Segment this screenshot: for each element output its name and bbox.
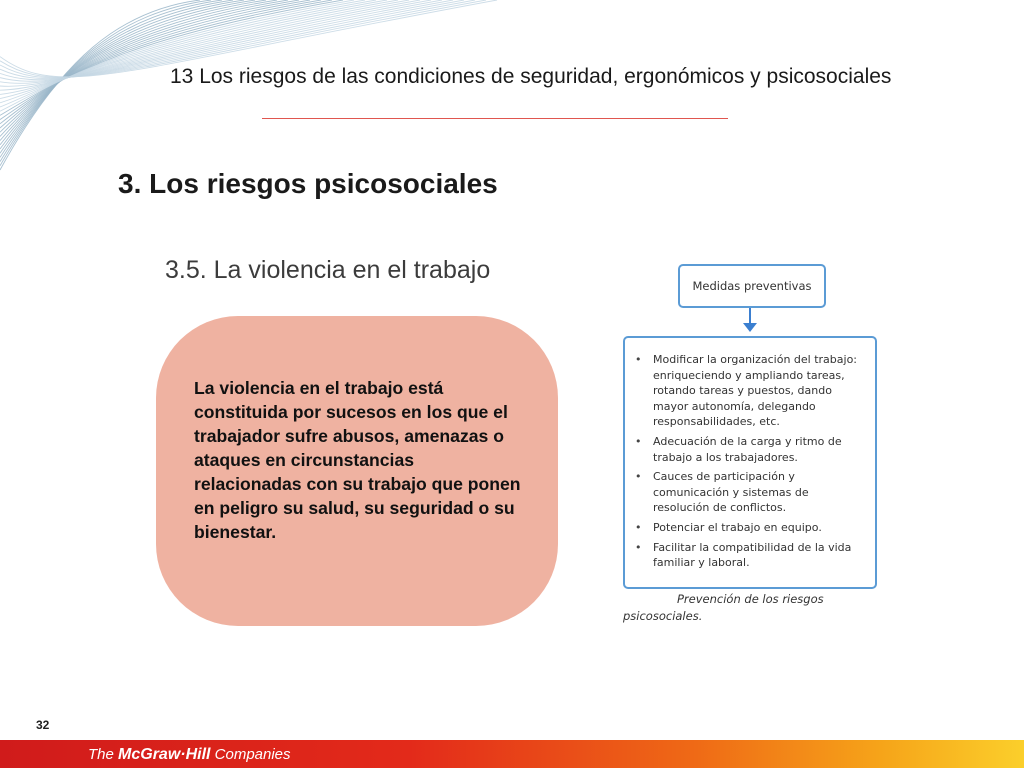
- bullet-icon: •: [635, 470, 642, 484]
- chapter-title-underline: [262, 118, 728, 119]
- bullet-icon: •: [635, 434, 642, 448]
- subsection-title: 3.5. La violencia en el trabajo: [165, 256, 491, 284]
- logo-prefix: The: [88, 746, 119, 763]
- chapter-title: 13 Los riesgos de las condiciones de seguridad, ergonómicos y psicosociales: [170, 65, 892, 88]
- measures-list-box: [623, 336, 877, 589]
- measure-item: [633, 469, 867, 516]
- wave-line: [0, 0, 343, 115]
- measure-item-text: Adecuación de la carga y ritmo de trabajo a los trabajadores.: [653, 434, 842, 464]
- bullet-icon: •: [635, 353, 642, 366]
- measure-item-text: Cauces de participación y comunicación y sistemas de resolución de conflictos.: [653, 470, 809, 515]
- measure-item: [633, 520, 867, 536]
- measure-item: [633, 434, 867, 465]
- figure-caption-line1: Prevención de los riesgos: [677, 592, 824, 606]
- measures-header-label: Medidas preventivas: [692, 279, 812, 293]
- figure-caption-line2: psicosociales.: [623, 609, 703, 623]
- section-title: 3. Los riesgos psicosociales: [118, 168, 498, 199]
- bullet-icon: •: [635, 540, 642, 554]
- bullet-icon: •: [635, 520, 642, 534]
- measure-item-text: Modificar la organización del trabajo: enriqueciendo y ampliando tareas, rotando tareas y puestos, dando mayor autonomía, delegando responsabilidades, etc.: [653, 353, 858, 429]
- publisher-logo: [88, 746, 291, 764]
- measure-item-text: Facilitar la compatibilidad de la vida familiar y laboral.: [653, 540, 852, 570]
- measure-item-text: Potenciar el trabajo en equipo.: [653, 520, 822, 534]
- measures-header-box: [678, 264, 826, 308]
- definition-text: La violencia en el trabajo está constituida por sucesos en los que el trabajador sufre abusos, amenazas o ataques en circunstancias relacionadas con su trabajo que ponen en peligro su salud, su seguridad o su bienestar.: [194, 378, 521, 542]
- arrow-head-icon: [743, 323, 757, 332]
- measure-item: [633, 540, 867, 571]
- figure-caption: [623, 591, 883, 625]
- logo-brand: McGraw·Hill: [118, 746, 211, 763]
- page-number: 32: [36, 718, 50, 732]
- measures-list: [633, 352, 867, 571]
- logo-suffix: Companies: [210, 746, 291, 763]
- measure-item: [633, 352, 867, 430]
